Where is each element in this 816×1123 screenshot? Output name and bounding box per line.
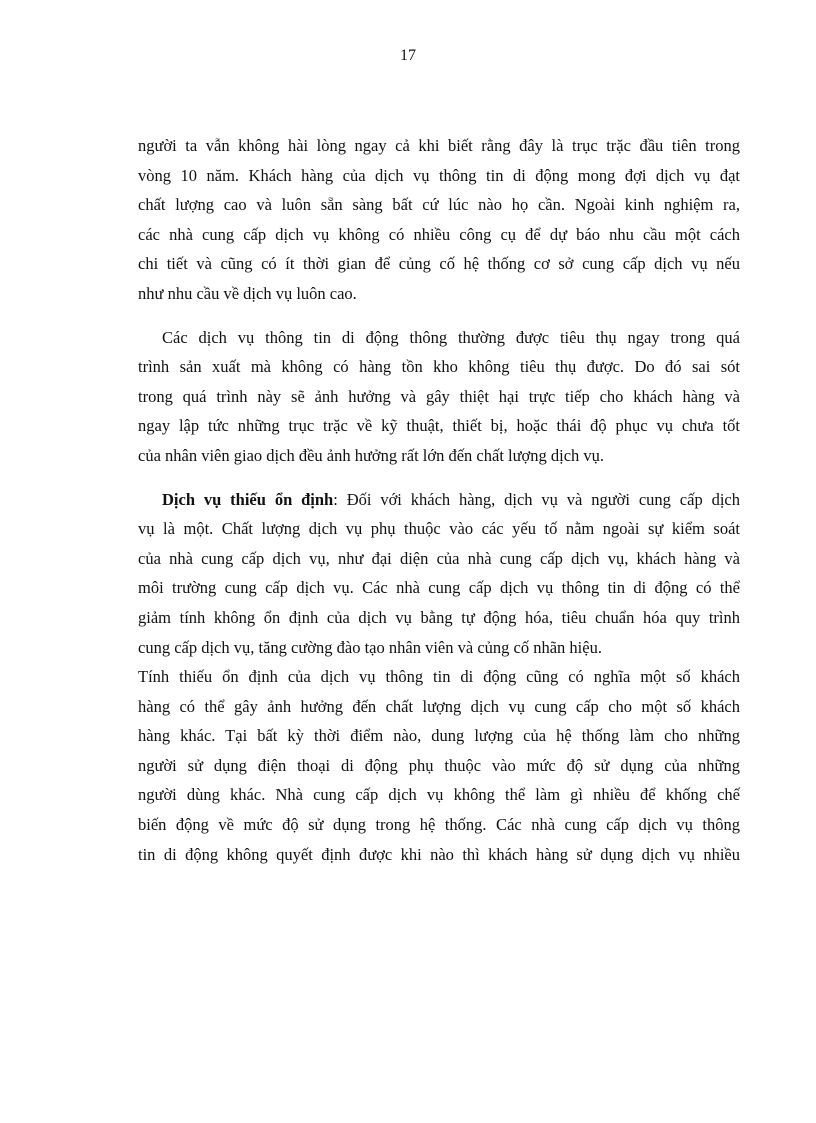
text-line: người dùng khác. Nhà cung cấp dịch vụ không thể làm gì nhiều để khống chế (138, 785, 740, 805)
text-line: Các dịch vụ thông tin di động thông thường được tiêu thụ ngay trong quá (162, 327, 740, 347)
text-line: vụ là một. Chất lượng dịch vụ phụ thuộc vào các yếu tố nằm ngoài sự kiểm soát (138, 519, 740, 539)
text-fragment: : Đối với khách hàng, dịch vụ và người cung cấp dịch (333, 489, 740, 509)
text-line: ngay lập tức những trục trặc về kỹ thuật, thiết bị, hoặc thái độ phục vụ chưa tốt (138, 416, 740, 436)
text-line (138, 485, 740, 515)
paragraph-3 (138, 485, 740, 663)
text-line: cung cấp dịch vụ, tăng cường đào tạo nhân viên và củng cố nhãn hiệu. (138, 637, 602, 657)
text-line: chất lượng cao và luôn sẵn sàng bất cứ lúc nào họ cần. Ngoài kinh nghiệm ra, (138, 195, 740, 215)
text-line: người sử dụng điện thoại di động phụ thuộc vào mức độ sử dụng của những (138, 755, 740, 775)
text-line: người ta vẫn không hài lòng ngay cả khi biết rằng đây là trục trặc đầu tiên trong (138, 136, 740, 155)
text-line: Tính thiếu ổn định của dịch vụ thông tin di động cũng có nghĩa một số khách (138, 667, 740, 687)
paragraph-2 (138, 323, 740, 471)
text-line: của nhân viên giao dịch đều ảnh hưởng rất lớn đến chất lượng dịch vụ. (138, 445, 605, 465)
text-line: môi trường cung cấp dịch vụ. Các nhà cung cấp dịch vụ thông tin di động có thể (138, 578, 740, 598)
text-line: hàng khác. Tại bất kỳ thời điểm nào, dung lượng của hệ thống làm cho những (138, 726, 740, 746)
text-line: giảm tính không ổn định của dịch vụ bằng tự động hóa, tiêu chuẩn hóa quy trình (138, 607, 740, 627)
text-line: trình sản xuất mà không có hàng tồn kho không tiêu thụ được. Do đó sai sót (138, 357, 740, 377)
text-line: như nhu cầu về dịch vụ luôn cao. (138, 283, 357, 303)
text-line: hàng có thể gây ảnh hưởng đến chất lượng dịch vụ cung cấp cho một số khách (138, 696, 740, 716)
text-line: tin di động không quyết định được khi nào thì khách hàng sử dụng dịch vụ nhiều (138, 844, 740, 864)
text-line: các nhà cung cấp dịch vụ không có nhiều công cụ để dự báo nhu cầu một cách (138, 224, 740, 244)
text-line: trong quá trình này sẽ ảnh hưởng và gây thiệt hại trực tiếp cho khách hàng và (138, 386, 740, 406)
text-line: biến động về mức độ sử dụng trong hệ thống. Các nhà cung cấp dịch vụ thông (138, 815, 740, 835)
page-number: 17 (400, 47, 416, 64)
text-line: chi tiết và cũng có ít thời gian để củng cố hệ thống cơ sở cung cấp dịch vụ nếu (138, 254, 740, 274)
text-line: của nhà cung cấp dịch vụ, như đại diện của nhà cung cấp dịch vụ, khách hàng và (138, 548, 740, 568)
paragraph-4 (138, 662, 740, 869)
text-line: vòng 10 năm. Khách hàng của dịch vụ thông tin di động mong đợi dịch vụ đạt (138, 165, 740, 185)
document-body (138, 131, 740, 869)
paragraph-1 (138, 131, 740, 309)
bold-heading: Dịch vụ thiếu ổn định (162, 489, 334, 509)
